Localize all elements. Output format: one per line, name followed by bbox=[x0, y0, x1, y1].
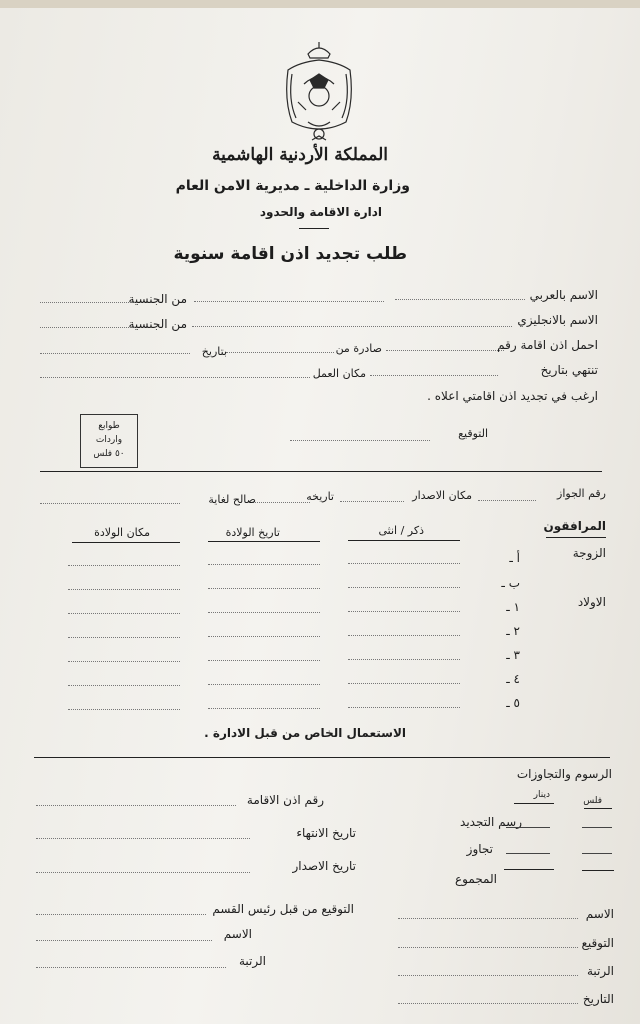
left-rank-label: الرتبة bbox=[238, 954, 266, 968]
row-label: ٤ ـ bbox=[506, 672, 520, 686]
revenue-stamp-box bbox=[80, 414, 138, 468]
birth-date-field[interactable] bbox=[208, 684, 320, 685]
row-label: ب ـ bbox=[501, 576, 520, 590]
birth-place-field[interactable] bbox=[68, 637, 180, 638]
name-arabic-field[interactable] bbox=[395, 299, 525, 300]
gender-field[interactable] bbox=[348, 683, 460, 684]
left-name-label: الاسم bbox=[223, 927, 252, 941]
permit-number-admin-field[interactable] bbox=[36, 805, 236, 806]
form-title: طلب تجديد اذن اقامة سنوية bbox=[173, 244, 407, 264]
office-use-heading: الاستعمال الخاص من قبل الادارة . bbox=[204, 726, 406, 740]
renewal-request-text: ارغب في تجديد اذن اقامتي اعلاه . bbox=[427, 389, 598, 403]
fees-header: الرسوم والتجاوزات bbox=[516, 767, 612, 781]
row-label: ٢ ـ bbox=[506, 624, 520, 638]
renewal-fee-label: رسم التجديد bbox=[460, 815, 522, 829]
extra-field-1[interactable] bbox=[40, 302, 135, 303]
overstay-fils-field[interactable] bbox=[582, 853, 612, 854]
birth-date-field[interactable] bbox=[208, 564, 320, 565]
nationality-label-2: من الجنسية bbox=[128, 317, 187, 331]
children-label: الاولاد bbox=[577, 595, 606, 609]
ministry-name: وزارة الداخلية ـ مديرية الامن العام bbox=[175, 178, 410, 194]
issued-from-label: صادرة من bbox=[335, 342, 382, 355]
workplace-label: مكان العمل bbox=[312, 367, 366, 380]
dinar-rule bbox=[514, 803, 554, 804]
gender-field[interactable] bbox=[348, 611, 460, 612]
expiry-date-field[interactable] bbox=[36, 838, 250, 839]
birth-date-field[interactable] bbox=[208, 636, 320, 637]
expires-label: تنتهي بتاريخ bbox=[540, 363, 598, 377]
permit-number-label: احمل اذن اقامة رقم bbox=[497, 338, 598, 352]
section-head-signature-field[interactable] bbox=[36, 914, 206, 915]
birth-place-field[interactable] bbox=[68, 685, 180, 686]
left-name-field[interactable] bbox=[36, 940, 212, 941]
right-date-field[interactable] bbox=[398, 1003, 578, 1004]
passport-number-field[interactable] bbox=[478, 500, 536, 501]
birth-place-header-rule bbox=[72, 542, 180, 543]
expiry-date-label: تاريخ الانتهاء bbox=[296, 826, 356, 840]
name-english-field[interactable] bbox=[192, 326, 512, 327]
companions-underline bbox=[546, 537, 606, 538]
right-date-label: التاريخ bbox=[582, 992, 614, 1006]
fils-column-header: فلس bbox=[583, 796, 602, 806]
issue-date-field[interactable] bbox=[36, 872, 250, 873]
section-head-signature-label: التوقيع من قبل رئيس القسم bbox=[212, 902, 354, 916]
birth-date-header-rule bbox=[208, 541, 320, 542]
birth-place-field[interactable] bbox=[68, 589, 180, 590]
birth-date-field[interactable] bbox=[208, 588, 320, 589]
issue-place-label: مكان الاصدار bbox=[412, 489, 472, 502]
dinar-column-header: دينار bbox=[533, 790, 550, 800]
name-english-label: الاسم بالانجليزي bbox=[517, 313, 598, 327]
companions-header: المرافقون bbox=[543, 519, 606, 533]
renewal-fee-fils-field[interactable] bbox=[582, 827, 612, 828]
nationality-label-1: من الجنسية bbox=[128, 292, 187, 306]
divider-short bbox=[299, 228, 329, 229]
passport-date-field[interactable] bbox=[250, 502, 310, 503]
signature-field[interactable] bbox=[290, 440, 430, 441]
section-divider-2 bbox=[34, 757, 610, 758]
birth-date-field[interactable] bbox=[208, 612, 320, 613]
stamp-line-3: ٥٠ فلس bbox=[93, 449, 125, 459]
birth-place-field[interactable] bbox=[68, 661, 180, 662]
row-label: أ ـ bbox=[509, 551, 520, 565]
renewal-fee-dinar-field[interactable] bbox=[506, 827, 550, 828]
nationality-field-2[interactable] bbox=[40, 327, 135, 328]
coat-of-arms-emblem bbox=[278, 40, 360, 144]
stamp-line-1: طوابع bbox=[98, 421, 120, 431]
fils-rule bbox=[584, 808, 612, 809]
overstay-dinar-field[interactable] bbox=[506, 853, 550, 854]
section-divider-1 bbox=[40, 471, 602, 472]
signature-label: التوقيع bbox=[458, 427, 488, 440]
gender-field[interactable] bbox=[348, 587, 460, 588]
dated-field[interactable] bbox=[40, 353, 190, 354]
right-signature-field[interactable] bbox=[398, 947, 578, 948]
nationality-field-1[interactable] bbox=[194, 301, 384, 302]
wife-label: الزوجة bbox=[572, 546, 606, 560]
birth-place-column-header: مكان الولادة bbox=[94, 526, 150, 539]
expires-field[interactable] bbox=[370, 375, 498, 376]
total-dinar-rule bbox=[504, 869, 554, 870]
row-label: ١ ـ bbox=[506, 600, 520, 614]
page-edge bbox=[0, 0, 640, 8]
valid-until-field[interactable] bbox=[40, 503, 180, 504]
valid-until-label: صالح لغاية bbox=[208, 493, 256, 506]
right-signature-label: التوقيع bbox=[581, 936, 614, 950]
right-name-field[interactable] bbox=[398, 918, 578, 919]
name-arabic-label: الاسم بالعربي bbox=[529, 288, 598, 302]
issue-place-field[interactable] bbox=[340, 501, 404, 502]
gender-field[interactable] bbox=[348, 563, 460, 564]
overstay-label: تجاوز bbox=[466, 842, 493, 856]
passport-date-label: تاريخه bbox=[306, 490, 334, 503]
total-label: المجموع bbox=[455, 872, 497, 886]
dated-label: بتاريخ bbox=[201, 345, 227, 358]
kingdom-name: المملكة الأردنية الهاشمية bbox=[212, 145, 388, 165]
gender-field[interactable] bbox=[348, 635, 460, 636]
gender-field[interactable] bbox=[348, 659, 460, 660]
birth-place-field[interactable] bbox=[68, 709, 180, 710]
left-rank-field[interactable] bbox=[36, 967, 226, 968]
department-name: ادارة الاقامة والحدود bbox=[259, 205, 382, 219]
issued-from-field[interactable] bbox=[226, 352, 334, 353]
permit-number-label-admin: رقم اذن الاقامة bbox=[246, 793, 324, 807]
right-name-label: الاسم bbox=[585, 907, 614, 921]
gender-header-rule bbox=[348, 540, 460, 541]
birth-place-field[interactable] bbox=[68, 613, 180, 614]
gender-field[interactable] bbox=[348, 707, 460, 708]
workplace-field[interactable] bbox=[40, 377, 310, 378]
issue-date-label: تاريخ الاصدار bbox=[292, 859, 356, 873]
row-label: ٣ ـ bbox=[506, 648, 520, 662]
row-label: ٥ ـ bbox=[506, 696, 520, 710]
stamp-line-2: واردات bbox=[95, 435, 123, 445]
total-fils-rule bbox=[582, 870, 614, 871]
birth-date-column-header: تاريخ الولادة bbox=[225, 526, 280, 539]
right-rank-label: الرتبة bbox=[586, 964, 614, 978]
passport-number-label: رقم الجواز bbox=[557, 487, 606, 500]
permit-number-field[interactable] bbox=[386, 350, 504, 351]
birth-date-field[interactable] bbox=[208, 660, 320, 661]
right-rank-field[interactable] bbox=[398, 975, 578, 976]
gender-column-header: ذكر / انثى bbox=[378, 524, 424, 537]
birth-place-field[interactable] bbox=[68, 565, 180, 566]
birth-date-field[interactable] bbox=[208, 708, 320, 709]
